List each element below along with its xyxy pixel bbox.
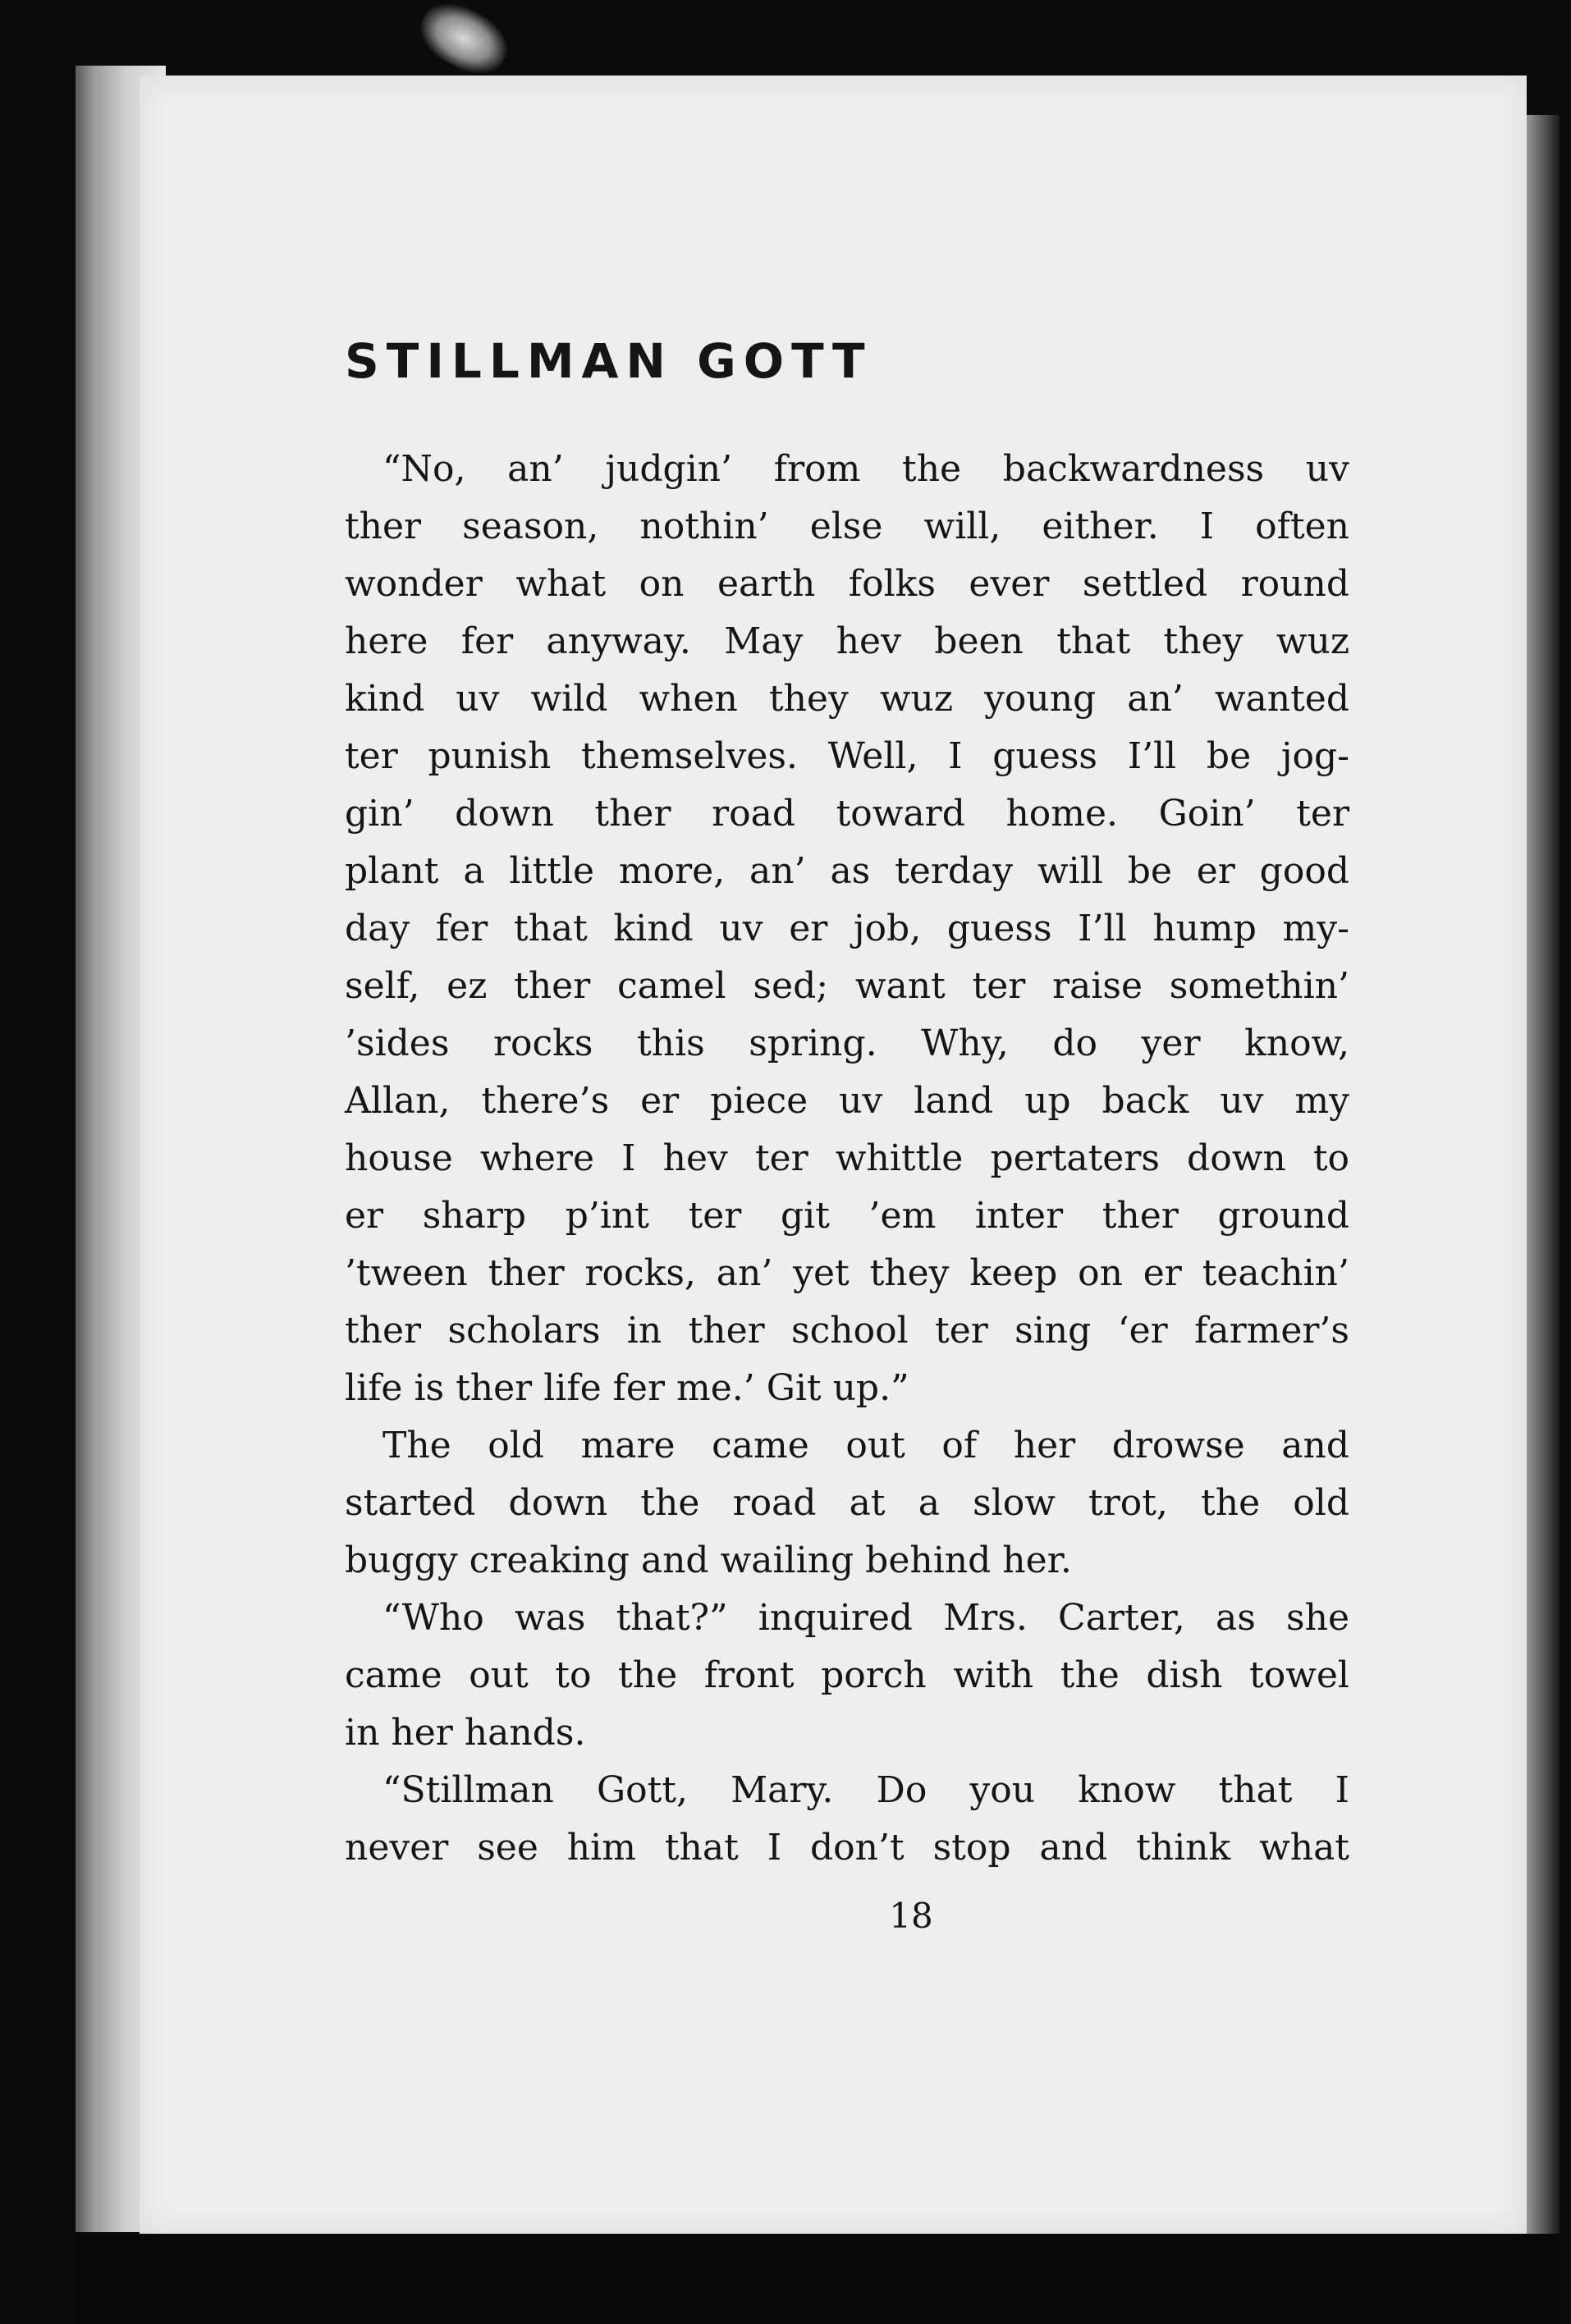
text-line: self, ez ther camel sed; want ter raise somethin’	[345, 965, 1349, 1007]
text-line: never see him that I don’t stop and think what	[345, 1827, 1349, 1869]
text-line: The old mare came out of her drowse and	[382, 1425, 1349, 1466]
text-line: day fer that kind uv er job, guess I’ll hump my-	[345, 908, 1349, 949]
text-line: ’sides rocks this spring. Why, do yer know,	[345, 1022, 1349, 1064]
text-line: ’tween ther rocks, an’ yet they keep on er teachin’	[345, 1252, 1349, 1294]
paragraph-4	[345, 1762, 1349, 1877]
text-line: life is ther life fer me.’ Git up.”	[345, 1367, 909, 1409]
text-line: er sharp p’int ter git ’em inter ther ground	[345, 1195, 1349, 1237]
text-line: started down the road at a slow trot, the old	[345, 1482, 1349, 1524]
text-line: wonder what on earth folks ever settled round	[345, 563, 1349, 605]
scan-smudge	[410, 0, 517, 85]
text-line: in her hands.	[345, 1712, 586, 1754]
scan-bottom-border	[76, 2234, 1560, 2324]
text-line: buggy creaking and wailing behind her.	[345, 1539, 1072, 1581]
paragraph-3	[345, 1590, 1349, 1762]
text-line: “Stillman Gott, Mary. Do you know that I	[382, 1769, 1349, 1811]
text-line: gin’ down ther road toward home. Goin’ ter	[345, 793, 1349, 835]
text-line: “Who was that?” inquired Mrs. Carter, as she	[382, 1597, 1349, 1639]
text-line: house where I hev ter whittle pertaters down to	[345, 1137, 1349, 1179]
paragraph-1	[345, 441, 1349, 1417]
text-line: ther scholars in ther school ter sing ‘er farmer’s	[345, 1310, 1349, 1352]
text-line: ter punish themselves. Well, I guess I’ll be jog-	[345, 735, 1349, 777]
page-number: 18	[889, 1896, 933, 1936]
text-line: “No, an’ judgin’ from the backwardness uv	[382, 448, 1349, 490]
running-head: STILLMAN GOTT	[345, 333, 873, 389]
text-line: Allan, there’s er piece uv land up back uv my	[345, 1080, 1349, 1122]
page-text	[345, 324, 1349, 1877]
text-line: here fer anyway. May hev been that they wuz	[345, 620, 1349, 662]
paragraph-2	[345, 1417, 1349, 1590]
text-line: kind uv wild when they wuz young an’ wanted	[345, 678, 1349, 720]
text-line: ther season, nothin’ else will, either. I often	[345, 506, 1349, 547]
text-line: came out to the front porch with the dish towel	[345, 1654, 1349, 1696]
text-line: plant a little more, an’ as terday will be er good	[345, 850, 1349, 892]
